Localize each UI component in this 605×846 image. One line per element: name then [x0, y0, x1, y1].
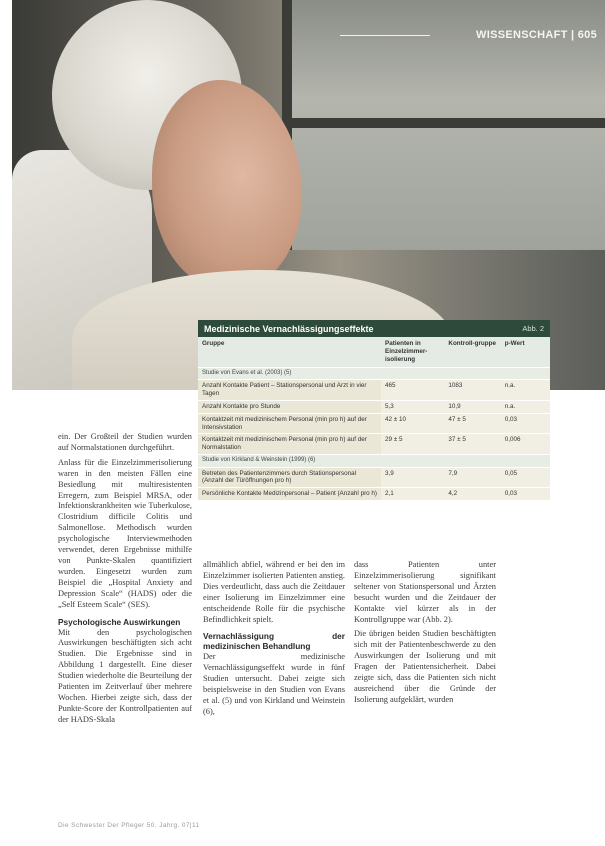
cell-patients: 5,3 [381, 400, 444, 413]
cell-patients: 3,9 [381, 467, 444, 488]
paragraph: Mit den psychologischen Auswirkungen beschäftigten sich acht Studien. Die Ergebnisse sind in Abbildung 1 dargestellt. Eine dieser Studien wiederholte die Beurteilung der Patienten im Zeitverlauf über mehrere Wochen. Hierbei zeigte sich, dass der Punkte-Score der Kontrollpatienten auf der HADS-Skala [58, 627, 192, 724]
table-row [198, 488, 550, 501]
cell-p-value: 0,03 [501, 413, 550, 434]
table-row [198, 380, 550, 401]
photo-face [152, 80, 302, 290]
cell-p-value [501, 455, 550, 468]
table-body [198, 367, 550, 501]
cell-p-value: n.a. [501, 380, 550, 401]
cell-p-value [501, 367, 550, 380]
results-table [198, 337, 550, 501]
cell-group: Studie von Evans et al. (2003) (5) [198, 367, 381, 380]
cell-control: 7,9 [444, 467, 500, 488]
cell-p-value: 0,006 [501, 434, 550, 455]
table-row [198, 434, 550, 455]
paragraph: dass Patienten unter Einzelzimmerisolierung signifikant seltener von Stationspersonal und Ärzten besucht wurden und die Zeitdauer der Kontakte viel kürzer als in der Kontrollgruppe war (Abb. 2). [354, 560, 496, 624]
paragraph: allmählich abfiel, während er bei den im Einzelzimmer isolierten Patienten anstieg. Dies verdeutlicht, dass auch die Zeitdauer einer Isolierung im Einzelzimmer eine entscheidende Rolle für die psychische Befindlichkeit spielt. [203, 560, 345, 624]
cell-group: Kontaktzeit mit medizinischem Personal (min pro h) auf der Intensivstation [198, 413, 381, 434]
header-rule [340, 35, 430, 36]
text-column-1 [58, 432, 192, 730]
table-title: Medizinische Vernachlässigungseffekte [204, 323, 374, 334]
paragraph: Die übrigen beiden Studien beschäftigten sich mit der Patientenbeschwerde zu den Auswirkungen der Isolierung und mit Fragen der Patientensicherheit. Dabei zeigte sich, dass die Patienten sich nicht ausreichend über die Gründe der Isolierung aufgeklärt, wurden [354, 629, 496, 704]
header-control: Kontroll-gruppe [444, 337, 500, 367]
cell-control: 47 ± 5 [444, 413, 500, 434]
cell-patients [381, 455, 444, 468]
subheading: Psychologische Auswirkungen [58, 616, 181, 627]
paragraph: Anlass für die Einzelzimmerisolierung waren in den meisten Fällen eine Besiedlung mit multiresistenten Erregern, zum Beispiel MRSA, oder Infektionskrankheiten wie Tuberkulose, Clostridium difficile Colitis und Salmonellose. Methodisch wurden psychologische Interviewmethoden verwendet, deren Ergebnisse mithilfe von Punkte-Skalen quantifiziert wurden. Eingesetzt wurden zum Beispiel die „Hospital Anxiety and Depression Scale“ (HADS) oder die „Self Esteem Scale“ (SES). [58, 457, 192, 609]
cell-group: Anzahl Kontakte Patient – Stationspersonal und Arzt in vier Tagen [198, 380, 381, 401]
table-header-row [198, 337, 550, 367]
study-heading-row [198, 455, 550, 468]
cell-p-value: 0,03 [501, 488, 550, 501]
cell-patients: 29 ± 5 [381, 434, 444, 455]
cell-p-value: 0,05 [501, 467, 550, 488]
cell-control: 4,2 [444, 488, 500, 501]
cell-group: Kontaktzeit mit medizinischem Personal (min pro h) auf der Normalstation [198, 434, 381, 455]
cell-control [444, 367, 500, 380]
paragraph: Der medizinische Vernachlässigungseffekt wurde in fünf Studien untersucht. Dabei zeigte sich beispielsweise in den Studien von Evans et al. (5) und von Kirkland und Weinstein (6), [203, 652, 345, 716]
table-row [198, 400, 550, 413]
figure-number: Abb. 2 [522, 324, 544, 333]
cell-group: Persönliche Kontakte Medizinpersonal – Patient (Anzahl pro h) [198, 488, 381, 501]
header-p-value: p-Wert [501, 337, 550, 367]
text-column-2 [203, 560, 345, 722]
cell-group: Betreten des Patientenzimmers durch Stationspersonal (Anzahl der Türöffnungen pro h) [198, 467, 381, 488]
cell-patients [381, 367, 444, 380]
paragraph: ein. Der Großteil der Studien wurden auf Normalstationen durchgeführt. [58, 432, 192, 452]
header-group: Gruppe [198, 337, 381, 367]
cell-patients: 465 [381, 380, 444, 401]
cell-group: Anzahl Kontakte pro Stunde [198, 400, 381, 413]
cell-control: 37 ± 5 [444, 434, 500, 455]
header-patients: Patienten in Einzelzimmer-isolierung [381, 337, 444, 367]
running-header [340, 26, 597, 46]
subheading: Vernachlässigung der medizinischen Behandlung [203, 631, 345, 652]
cell-group: Studie von Kirkland & Weinstein (1999) (6) [198, 455, 381, 468]
text-column-3 [354, 560, 496, 710]
table-row [198, 413, 550, 434]
page-footer: Die Schwester Der Pfleger 50. Jahrg. 07|11 [58, 822, 200, 829]
cell-control: 10,9 [444, 400, 500, 413]
section-label: WISSENSCHAFT | 605 [476, 29, 597, 41]
table-title-bar [198, 320, 550, 337]
cell-patients: 42 ± 10 [381, 413, 444, 434]
study-heading-row [198, 367, 550, 380]
table-row [198, 467, 550, 488]
cell-control: 1083 [444, 380, 500, 401]
photo-window-frame [282, 118, 605, 128]
figure-table-box [198, 320, 550, 554]
cell-patients: 2,1 [381, 488, 444, 501]
cell-p-value: n.a. [501, 400, 550, 413]
cell-control [444, 455, 500, 468]
